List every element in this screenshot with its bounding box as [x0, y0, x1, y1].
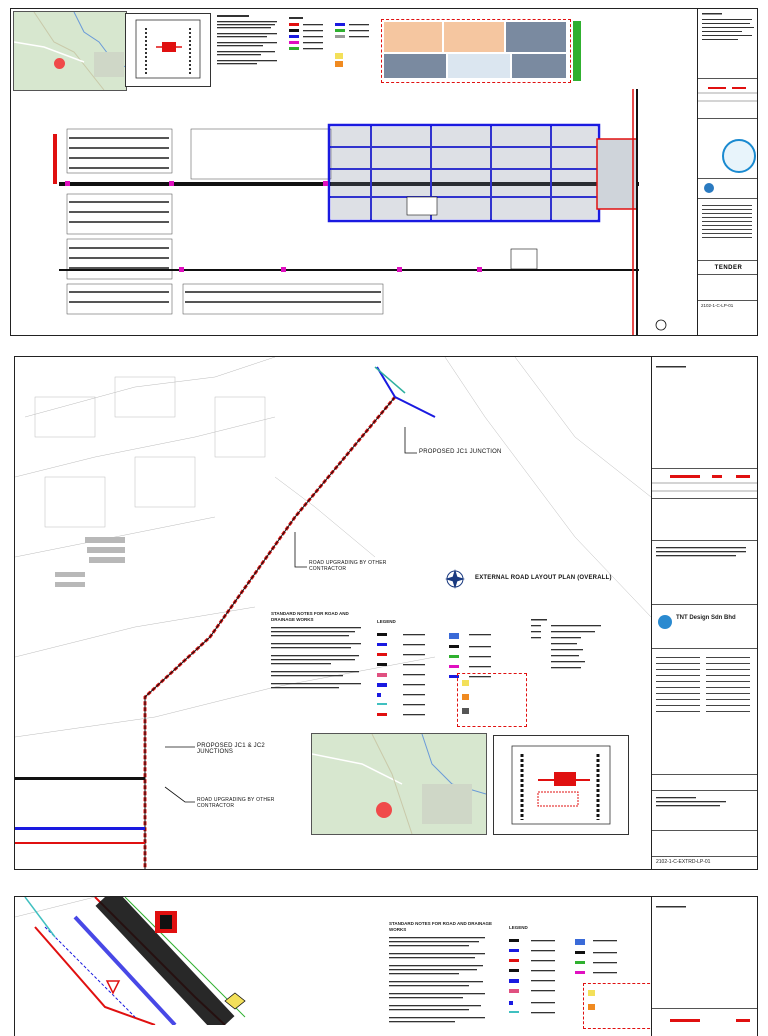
legend-highlight-2: [457, 673, 527, 727]
notes-heading-2: STANDARD NOTES FOR ROAD AND DRAINAGE WORKS: [271, 611, 349, 622]
drawing-sheet-3: [14, 896, 758, 1036]
status-tender-1: TENDER: [698, 261, 758, 275]
company-logo-icon: [704, 183, 714, 193]
site-plan-3: [15, 897, 375, 1025]
north-arrow-icon: [656, 320, 666, 330]
key-plan-2: [493, 735, 629, 835]
standard-notes-1: [217, 15, 287, 75]
north-arrow-icon: [445, 569, 465, 589]
legend-3: [509, 925, 659, 1036]
company-logo-icon: [658, 615, 672, 629]
location-marker-icon: [54, 58, 65, 69]
status-tender-2: [652, 775, 758, 791]
drawing-sheet-1: [10, 8, 758, 336]
label-road-upgrading-2: ROAD UPGRADING BY OTHER CONTRACTOR: [197, 797, 275, 809]
label-road-upgrading-1: ROAD UPGRADING BY OTHER CONTRACTOR: [309, 560, 387, 572]
legend-1: [289, 17, 379, 77]
location-map-2: [311, 733, 487, 835]
legend-highlight-3: [583, 983, 655, 1029]
company-name: TNT Design Sdn Bhd: [676, 615, 736, 621]
location-marker-icon: [376, 802, 392, 818]
standard-notes-2: [271, 611, 371, 708]
key-plan-1: [125, 13, 211, 87]
standard-notes-3: [389, 921, 499, 1036]
client-seal-icon: [722, 139, 756, 173]
label-junction-j1: PROPOSED JC1 JUNCTION: [419, 449, 502, 455]
legend-heading-3: LEGEND: [509, 925, 528, 930]
plan-title: EXTERNAL ROAD LAYOUT PLAN (OVERALL): [475, 575, 612, 581]
drawing-number-2: 2102-1-C-EXTRD-LP-01: [656, 859, 711, 865]
site-plan-1: [11, 89, 699, 336]
notes-heading-3: STANDARD NOTES FOR ROAD AND DRAINAGE WORKS: [389, 921, 492, 932]
phasing-block: [381, 19, 571, 83]
title-block-2: [651, 357, 758, 869]
title-block-1: [697, 9, 758, 335]
legend-2b: [531, 619, 611, 684]
drawing-sheet-2: [14, 356, 758, 870]
legend-2: [377, 619, 527, 740]
legend-heading-2: LEGEND: [377, 619, 396, 624]
label-junctions-j2-j3: PROPOSED JC1 & JC2 JUNCTIONS: [197, 743, 265, 755]
drawing-number-1: 2102-1-C-LP-01: [701, 303, 734, 308]
title-block-3: [651, 897, 758, 1036]
location-map-1: [13, 11, 127, 91]
